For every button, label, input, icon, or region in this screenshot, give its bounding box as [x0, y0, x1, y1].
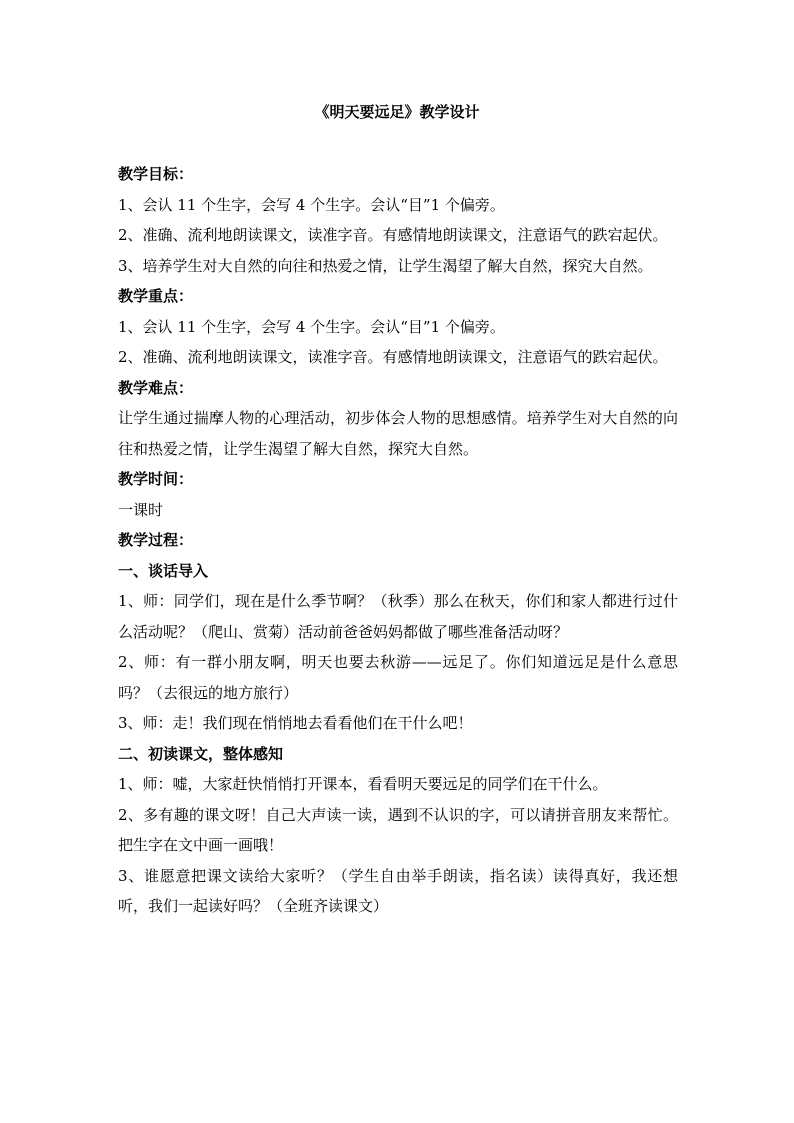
- paragraph: 1、师：同学们，现在是什么季节啊？（秋季）那么在秋天，你们和家人都进行过什么活动呢？（爬山、赏菊）活动前爸爸妈妈都做了哪些准备活动呀？: [118, 592, 678, 641]
- section-heading-objectives: 教学目标：: [118, 165, 194, 183]
- paragraph: 2、准确、流利地朗读课文，读准字音。有感情地朗读课文，注意语气的跌宕起伏。: [118, 348, 668, 366]
- paragraph: 让学生通过揣摩人物的心理活动，初步体会人物的思想感情。培养学生对大自然的向往和热爱之情，让学生渴望了解大自然，探究大自然。: [118, 409, 678, 458]
- paragraph: 3、谁愿意把课文读给大家听？（学生自由举手朗读，指名读）读得真好，我还想听，我们一起读好吗？（全班齐读课文）: [118, 866, 678, 915]
- paragraph: 3、培养学生对大自然的向往和热爱之情，让学生渴望了解大自然，探究大自然。: [118, 256, 653, 275]
- section-heading-time: 教学时间：: [118, 470, 194, 488]
- section-heading-key-points: 教学重点：: [118, 287, 194, 305]
- paragraph: 1、师：嘘，大家赶快悄悄打开课本，看看明天要远足的同学们在干什么。: [118, 775, 608, 793]
- section-heading-difficulties: 教学难点：: [118, 378, 194, 397]
- paragraph: 一课时: [118, 500, 164, 519]
- paragraph: 2、准确、流利地朗读课文，读准字音。有感情地朗读课文，注意语气的跌宕起伏。: [118, 226, 668, 244]
- section-heading-process: 教学过程：: [118, 531, 194, 549]
- paragraph: 3、师：走！我们现在悄悄地去看看他们在干什么吧！: [118, 714, 473, 732]
- subsection-heading-intro: 一、谈话导入: [118, 561, 209, 580]
- document-title: 《明天要远足》教学设计: [314, 103, 480, 121]
- paragraph: 1、会认 11 个生字，会写 4 个生字。会认“目”1 个偏旁。: [118, 317, 505, 336]
- document-body: [118, 159, 678, 922]
- paragraph: 2、师：有一群小朋友啊，明天也要去秋游——远足了。你们知道远足是什么意思吗？（去很远的地方旅行）: [118, 653, 678, 702]
- paragraph: 1、会认 11 个生字，会写 4 个生字。会认“目”1 个偏旁。: [118, 195, 505, 214]
- paragraph: 2、多有趣的课文呀！自己大声读一读，遇到不认识的字，可以请拼音朋友来帮忙。把生字在文中画一画哦！: [118, 805, 678, 854]
- subsection-heading-first-reading: 二、初读课文，整体感知: [118, 744, 284, 763]
